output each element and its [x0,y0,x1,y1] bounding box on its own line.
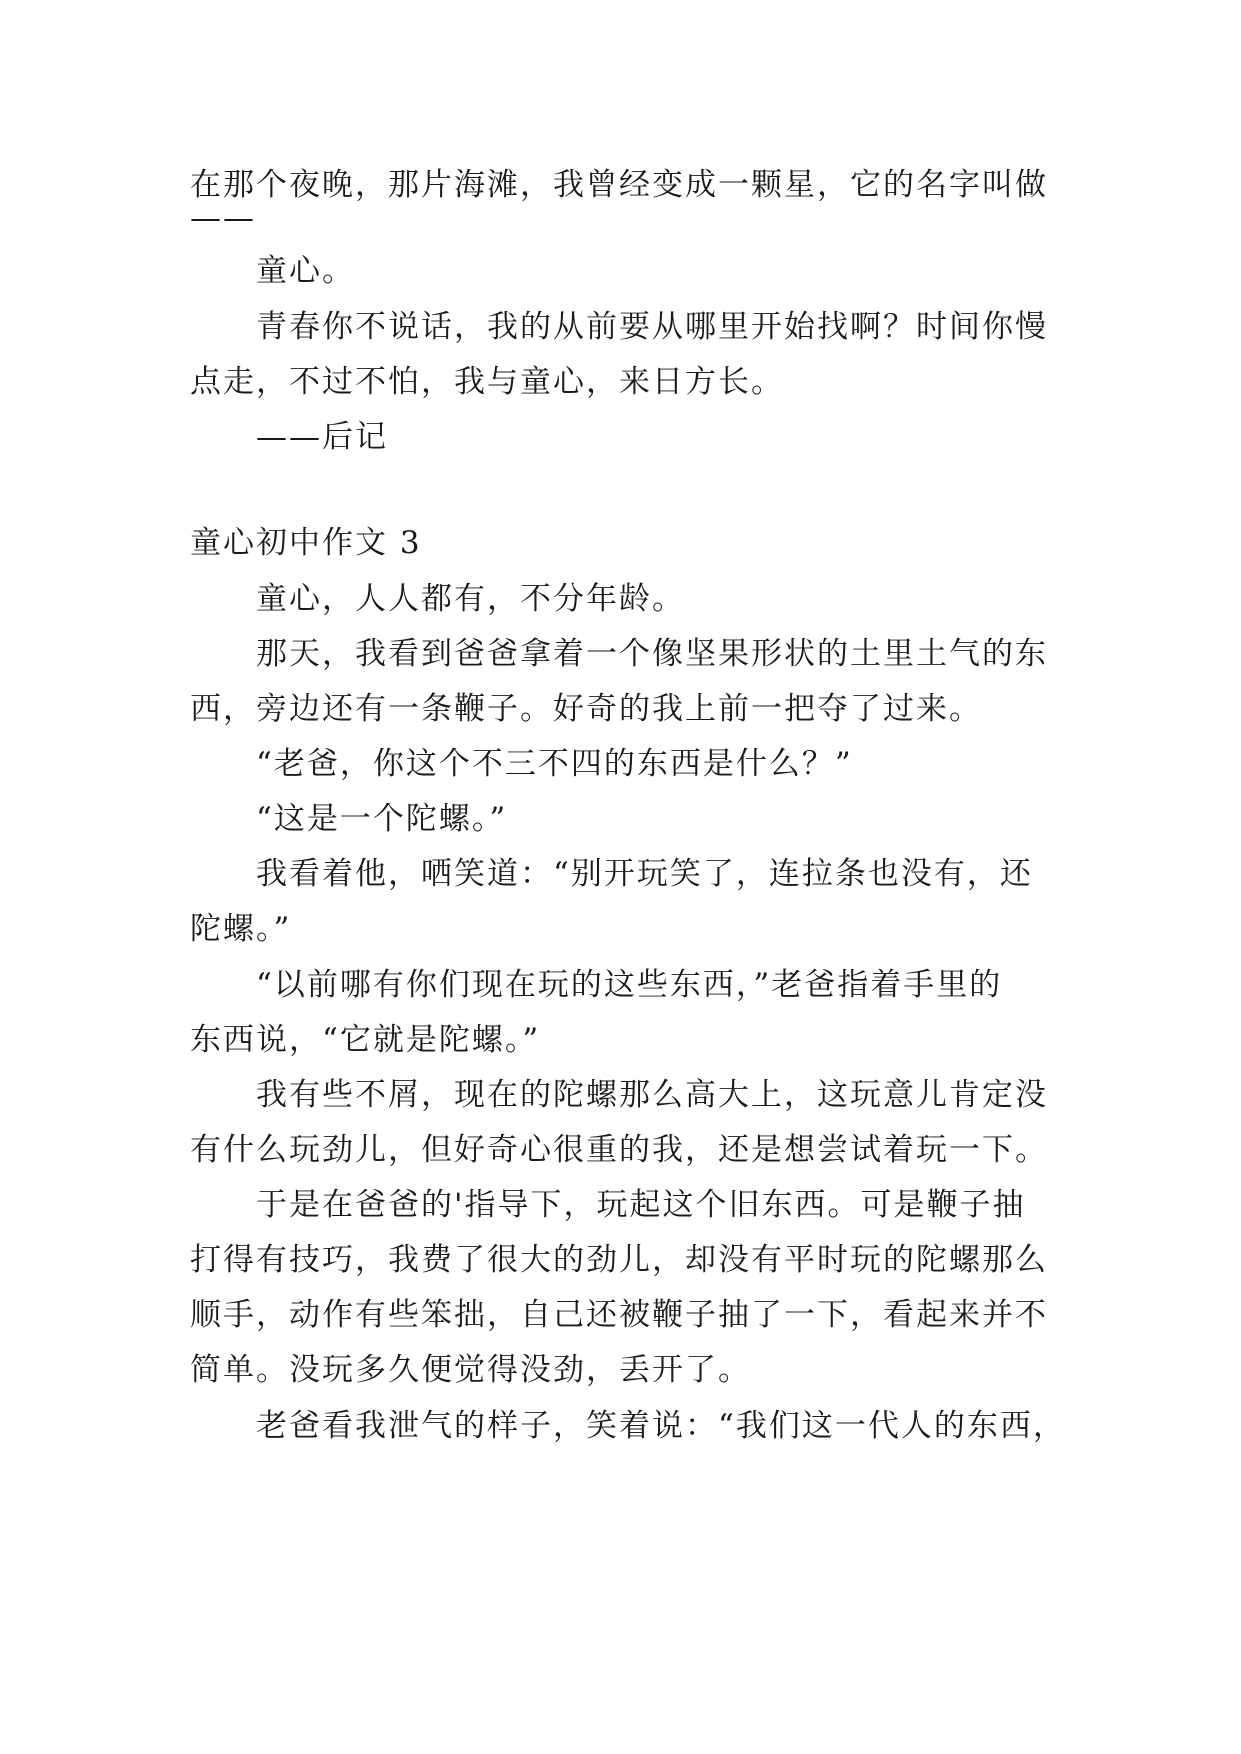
text-line: 打得有技巧，我费了很大的劲儿，却没有平时玩的陀螺那么 [190,1242,1048,1278]
text-line: 那天，我看到爸爸拿着一个像坚果形状的土里土气的东 [256,636,1048,672]
text-line: 陀螺。” [190,911,292,947]
text-line: 童心。 [256,253,355,289]
text-line: ——后记 [256,419,388,455]
text-line: 点走，不过不怕，我与童心，来日方长。 [190,364,784,400]
text-line: 童心，人人都有，不分年龄。 [256,581,685,617]
text-line: 我有些不屑，现在的陀螺那么高大上，这玩意儿肯定没 [256,1077,1048,1113]
text-line: “这是一个陀螺。” [256,801,508,837]
text-line: 西，旁边还有一条鞭子。好奇的我上前一把夺了过来。 [190,691,982,727]
text-line: “老爸，你这个不三不四的东西是什么？” [256,746,853,782]
text-line: 老爸看我泄气的样子，笑着说：“我们这一代人的东西， [256,1408,1066,1444]
text-line: 东西说，“它就是陀螺。” [190,1022,541,1058]
text-line: 于是在爸爸的'指导下，玩起这个旧东西。可是鞭子抽 [256,1187,1026,1223]
text-line: “以前哪有你们现在玩的这些东西，”老爸指着手里的 [256,967,1003,1003]
text-line: 简单。没玩多久便觉得没劲，丢开了。 [190,1352,751,1388]
text-line: —— [190,200,256,236]
section-heading: 童心初中作文 3 [190,525,422,561]
text-line: 在那个夜晚，那片海滩，我曾经变成一颗星，它的名字叫做 [190,167,1048,203]
text-line: 顺手，动作有些笨拙，自己还被鞭子抽了一下，看起来并不 [190,1297,1048,1333]
text-line: 我看着他，哂笑道：“别开玩笑了，连拉条也没有，还 [256,856,1033,892]
text-line: 青春你不说话，我的从前要从哪里开始找啊？时间你慢 [256,309,1048,345]
text-line: 有什么玩劲儿，但好奇心很重的我，还是想尝试着玩一下。 [190,1132,1048,1168]
